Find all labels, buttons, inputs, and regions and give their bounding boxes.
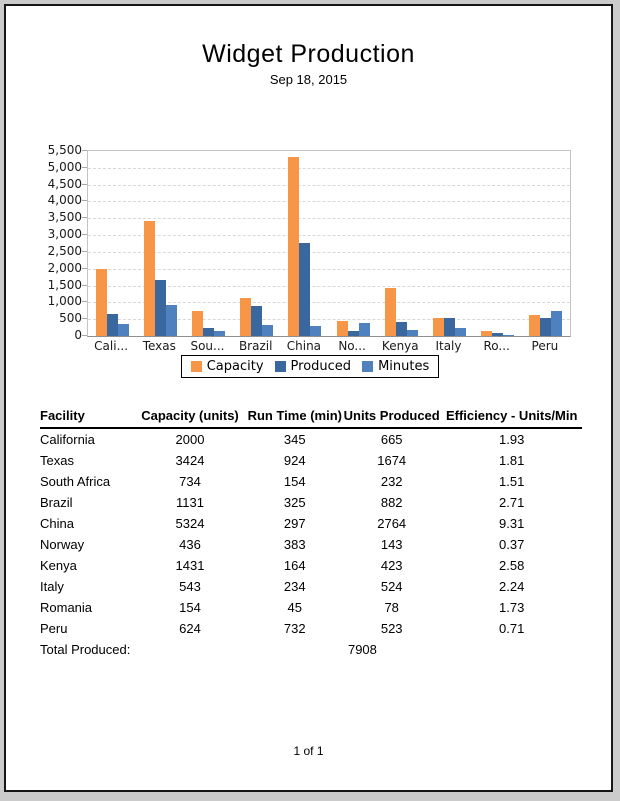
column-header-efficiency-units-min: Efficiency - Units/Min xyxy=(441,406,582,428)
chart-legend xyxy=(6,355,614,378)
table-header-row xyxy=(40,406,582,428)
total-produced-value: 7908 xyxy=(347,642,377,657)
y-axis-label: 2,500 xyxy=(47,243,82,258)
page-title: Widget Production xyxy=(202,40,415,68)
y-axis-label: 1,500 xyxy=(47,277,82,292)
facility-table xyxy=(40,406,582,660)
chart-plot-area xyxy=(87,150,571,337)
bar-minutes-kenya xyxy=(407,330,418,336)
table-cell: 2.71 xyxy=(499,495,525,510)
table-cell: Texas xyxy=(40,453,74,468)
table-row xyxy=(40,534,582,555)
bar-capacity-norway xyxy=(337,321,348,336)
empty-cell xyxy=(441,639,582,660)
table-cell: 1.81 xyxy=(499,453,525,468)
bar-capacity-kenya xyxy=(385,288,396,336)
chart-legend-box xyxy=(181,355,440,378)
column-header-facility: Facility xyxy=(40,406,132,428)
gridline xyxy=(88,185,570,186)
table-cell: 5324 xyxy=(175,516,205,531)
bar-produced-italy xyxy=(444,318,455,336)
table-cell: 1.73 xyxy=(499,600,525,615)
report-date: Sep 18, 2015 xyxy=(269,72,348,87)
bar-minutes-peru xyxy=(551,311,562,336)
bar-minutes-california xyxy=(118,324,129,336)
table-cell: 325 xyxy=(283,495,306,510)
y-axis-tick xyxy=(82,200,87,201)
y-axis-tick xyxy=(82,167,87,168)
facility-table-header xyxy=(40,406,582,428)
table-cell: 9.31 xyxy=(499,516,525,531)
y-axis-label: 0 xyxy=(74,328,82,342)
table-cell: Norway xyxy=(40,537,85,552)
y-axis-label: 2,000 xyxy=(47,260,82,275)
y-axis-tick xyxy=(82,268,87,269)
bar-minutes-south-africa xyxy=(214,331,225,336)
bar-minutes-brazil xyxy=(262,325,273,336)
legend-item-capacity xyxy=(191,359,264,374)
gridline xyxy=(88,269,570,270)
bar-minutes-texas xyxy=(166,305,177,336)
table-cell: 524 xyxy=(380,579,403,594)
bar-capacity-italy xyxy=(433,318,444,336)
table-cell: 924 xyxy=(283,453,306,468)
table-cell: 436 xyxy=(179,537,201,552)
bar-produced-south-africa xyxy=(203,328,214,336)
bar-capacity-texas xyxy=(144,221,155,336)
bar-capacity-romania xyxy=(481,331,492,336)
table-row xyxy=(40,428,582,450)
table-cell: 2.24 xyxy=(499,579,525,594)
table-cell: 2764 xyxy=(377,516,407,531)
table-cell: 154 xyxy=(179,600,201,615)
y-axis-label: 5,500 xyxy=(47,143,82,157)
table-cell: 423 xyxy=(380,558,403,573)
table-cell: 3424 xyxy=(175,453,205,468)
y-axis-label: 5,000 xyxy=(47,159,82,174)
table-cell: 1131 xyxy=(176,495,204,510)
column-header-units-produced: Units Produced xyxy=(342,406,441,428)
table-cell: Kenya xyxy=(40,558,77,573)
y-axis-label: 3,500 xyxy=(47,210,82,225)
legend-item-produced xyxy=(275,359,352,374)
table-row xyxy=(40,513,582,534)
table-cell: 234 xyxy=(283,579,306,594)
column-header-capacity-units: Capacity (units) xyxy=(132,406,247,428)
gridline xyxy=(88,201,570,202)
x-axis-label: Peru xyxy=(531,339,559,353)
legend-swatch-icon xyxy=(362,361,373,372)
total-produced-label: Total Produced: xyxy=(40,642,131,657)
x-axis-label: Ro... xyxy=(483,339,510,353)
y-axis-tick xyxy=(82,184,87,185)
table-cell: China xyxy=(40,516,74,531)
table-cell: 154 xyxy=(283,474,306,489)
y-axis-tick xyxy=(82,318,87,319)
x-axis-label: Cali... xyxy=(94,339,129,353)
table-cell: 0.71 xyxy=(499,621,525,636)
legend-item-minutes xyxy=(362,359,429,374)
y-axis-tick xyxy=(82,301,87,302)
y-axis-label: 4,500 xyxy=(47,176,82,191)
table-cell: 1.51 xyxy=(499,474,525,489)
table-cell: Brazil xyxy=(40,495,73,510)
table-cell: 1431 xyxy=(175,558,205,573)
gridline xyxy=(88,235,570,236)
x-axis-label: Texas xyxy=(142,339,176,353)
table-cell: 164 xyxy=(283,558,306,573)
y-axis-label: 1,000 xyxy=(47,294,82,309)
table-cell: 2.58 xyxy=(499,558,525,573)
bar-capacity-china xyxy=(288,157,299,336)
table-cell: 45 xyxy=(287,600,303,615)
y-axis-tick xyxy=(82,335,87,336)
production-bar-chart xyxy=(6,143,614,396)
y-axis-label: 500 xyxy=(59,311,82,326)
table-row xyxy=(40,597,582,618)
table-row xyxy=(40,471,582,492)
x-axis-label: Sou... xyxy=(190,339,225,353)
bar-minutes-romania xyxy=(503,335,514,337)
table-cell: 143 xyxy=(380,537,403,552)
table-cell: 523 xyxy=(380,621,403,636)
page-number: 1 of 1 xyxy=(293,744,324,758)
bar-capacity-california xyxy=(96,269,107,336)
table-cell: California xyxy=(40,432,95,447)
table-cell: 624 xyxy=(179,621,201,636)
y-axis-tick xyxy=(82,217,87,218)
table-row xyxy=(40,450,582,471)
x-axis-label: Kenya xyxy=(381,339,419,353)
bar-produced-california xyxy=(107,314,118,336)
x-axis-label: Italy xyxy=(435,339,462,353)
table-row xyxy=(40,492,582,513)
bar-capacity-south-africa xyxy=(192,311,203,336)
table-cell: 734 xyxy=(179,474,201,489)
bar-produced-romania xyxy=(492,333,503,336)
bar-capacity-peru xyxy=(529,315,540,336)
table-cell: South Africa xyxy=(40,474,111,489)
y-axis-tick xyxy=(82,285,87,286)
table-cell: 297 xyxy=(283,516,306,531)
legend-label: Capacity xyxy=(206,359,264,374)
gridline xyxy=(88,168,570,169)
bar-produced-peru xyxy=(540,318,551,336)
bar-produced-kenya xyxy=(396,322,407,336)
table-cell: 1674 xyxy=(377,453,407,468)
legend-swatch-icon xyxy=(275,361,286,372)
column-header-run-time-min: Run Time (min) xyxy=(248,406,342,428)
y-axis-tick xyxy=(82,234,87,235)
gridline xyxy=(88,252,570,253)
table-cell: 2000 xyxy=(175,432,205,447)
table-cell: 1.93 xyxy=(499,432,525,447)
table-cell: Romania xyxy=(40,600,93,615)
table-cell: 543 xyxy=(179,579,201,594)
bar-produced-texas xyxy=(155,280,166,336)
table-cell: 665 xyxy=(380,432,403,447)
table-row xyxy=(40,618,582,639)
table-cell: 232 xyxy=(380,474,403,489)
table-cell: 732 xyxy=(283,621,306,636)
table-cell: 0.37 xyxy=(499,537,525,552)
legend-swatch-icon xyxy=(191,361,202,372)
bar-produced-norway xyxy=(348,331,359,336)
total-row xyxy=(40,639,582,660)
legend-label: Minutes xyxy=(378,359,430,374)
table-cell: 345 xyxy=(283,432,306,447)
legend-label: Produced xyxy=(290,359,352,374)
table-cell: 882 xyxy=(380,495,403,510)
facility-table-body xyxy=(40,428,582,660)
table-cell: Italy xyxy=(40,579,64,594)
bar-minutes-norway xyxy=(359,323,370,336)
bar-produced-china xyxy=(299,243,310,336)
table-row xyxy=(40,555,582,576)
table-cell: Peru xyxy=(40,621,68,636)
bar-capacity-brazil xyxy=(240,298,251,336)
bar-minutes-china xyxy=(310,326,321,336)
x-axis-label: Brazil xyxy=(238,339,273,353)
table-cell: 383 xyxy=(283,537,306,552)
y-axis-label: 3,000 xyxy=(47,227,82,242)
gridline xyxy=(88,218,570,219)
y-axis-tick xyxy=(82,150,87,151)
table-row xyxy=(40,576,582,597)
bar-produced-brazil xyxy=(251,306,262,336)
x-axis-label: No... xyxy=(338,339,366,353)
x-axis-label: China xyxy=(286,339,322,353)
bar-minutes-italy xyxy=(455,328,466,336)
table-cell: 78 xyxy=(384,600,399,615)
y-axis-label: 4,000 xyxy=(47,193,82,208)
report-page xyxy=(4,4,613,792)
y-axis-tick xyxy=(82,251,87,252)
